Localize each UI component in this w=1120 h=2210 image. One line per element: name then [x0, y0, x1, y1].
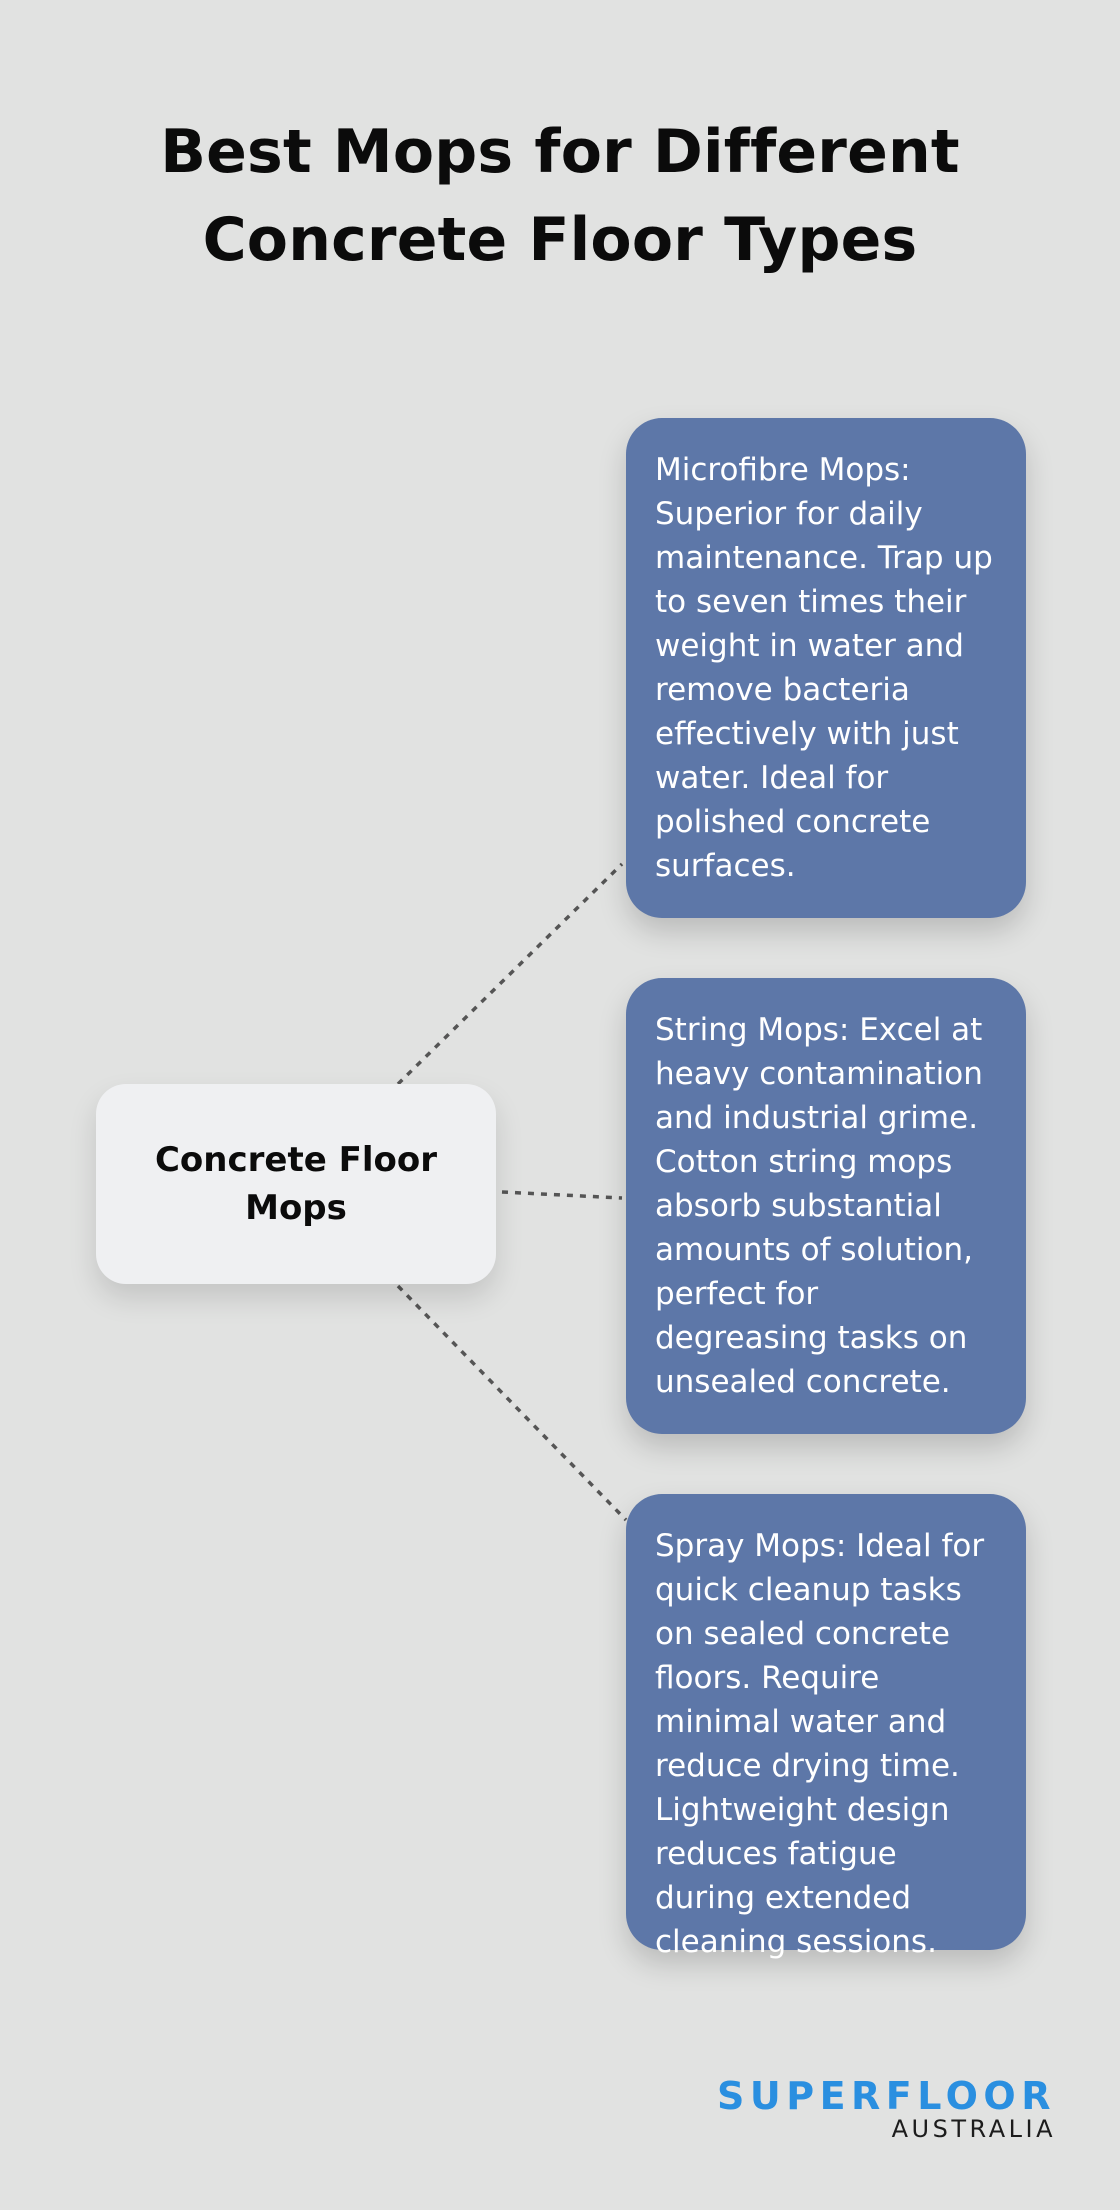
card-microfibre-text: Microfibre Mops: Superior for daily maintenance. Trap up to seven times their weight in water and remove bacteria effectively with just water. Ideal for polished concrete surfaces. — [655, 452, 993, 884]
connector-string — [502, 1192, 622, 1198]
page-title-line-2: Concrete Floor Types — [202, 205, 918, 275]
logo-brand: SUPERFLOOR — [717, 2074, 1056, 2118]
card-spray-mops — [626, 1494, 1026, 1960]
central-topic-node — [96, 1084, 496, 1284]
logo-subtitle: AUSTRALIA — [891, 2115, 1056, 2143]
connector-spray — [398, 1286, 626, 1520]
superfloor-logo — [652, 2076, 1056, 2142]
card-string-text: String Mops: Excel at heavy contamination and industrial grime. Cotton string mops absorb substantial amounts of solution, perfect for degreasing tasks on unsealed concrete. — [655, 1012, 983, 1400]
connector-microfibre — [398, 864, 622, 1084]
central-topic-label: Concrete Floor Mops — [154, 1140, 437, 1228]
page-title-line-1: Best Mops for Different — [160, 117, 960, 187]
card-microfibre-mops — [626, 418, 1026, 918]
card-spray-text: Spray Mops: Ideal for quick cleanup tasks on sealed concrete floors. Require minimal water and reduce drying time. Lightweight design reduces fatigue during extended cleaning sessions. — [655, 1528, 985, 1960]
card-string-mops — [626, 978, 1026, 1434]
